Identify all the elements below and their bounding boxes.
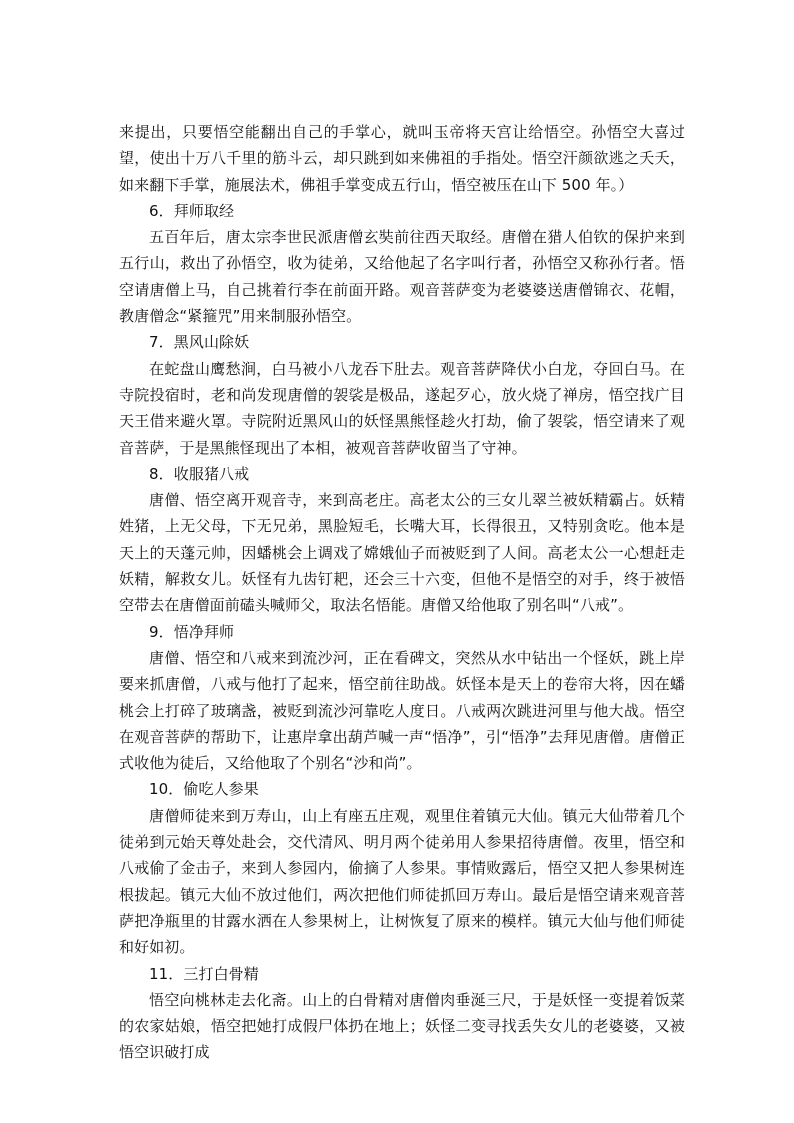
section-heading-10: 10．偷吃人参果 xyxy=(149,780,259,799)
section-heading-7: 7．黑风山除妖 xyxy=(149,333,250,352)
section-heading-11: 11．三打白骨精 xyxy=(149,964,259,983)
section-heading-8: 8．收服猪八戒 xyxy=(149,464,250,483)
continuation-paragraph: 来提出，只要悟空能翻出自己的手掌心，就叫玉帝将天宫让给悟空。孙悟空大喜过望，使出十万八千里的筋斗云，却只跳到如来佛祖的手指处。悟空汗颜欲逃之夭夭，如来翻下手掌，施展法术，佛祖手掌变成五行山，悟空被压在山下 500 年。） xyxy=(119,123,685,194)
section-paragraph-8: 唐僧、悟空离开观音寺，来到高老庄。高老太公的三女儿翠兰被妖精霸占。妖精姓猪，上无父母，下无兄弟，黑脸短毛，长嘴大耳，长得很丑，又特别贪吃。他本是天上的天蓬元帅，因蟠桃会上调戏了嫦娥仙子而被贬到了人间。高老太公一心想赶走妖精，解救女儿。妖怪有九齿钉耙，还会三十六变，但他不是悟空的对手，终于被悟空带去在唐僧面前磕头喊师父，取法名悟能。唐僧又给他取了别名叫“八戒”。 xyxy=(119,491,685,615)
section-paragraph-7: 在蛇盘山鹰愁涧，白马被小八龙吞下肚去。观音菩萨降伏小白龙，夺回白马。在寺院投宿时，老和尚发现唐僧的袈裟是极品，遂起歹心，放火烧了禅房，悟空找广目天王借来避火罩。寺院附近黑风山的妖怪黑熊怪趁火打劫，偷了袈裟，悟空请来了观音菩萨，于是黑熊怪现出了本相，被观音菩萨收留当了守神。 xyxy=(119,359,685,457)
section-paragraph-9: 唐僧、悟空和八戒来到流沙河，正在看碑文，突然从水中钻出一个怪妖，跳上岸要来抓唐僧，八戒与他打了起来，悟空前往助战。妖怪本是天上的卷帘大将，因在蟠桃会上打碎了玻璃盏，被贬到流沙河靠吃人度日。八戒两次跳进河里与他大战。悟空在观音菩萨的帮助下，让惠岸拿出葫芦喊一声“悟净”，引“悟净”去拜见唐僧。唐僧正式收他为徒后，又给他取了个别名“沙和尚”。 xyxy=(119,648,685,773)
section-heading-9: 9．悟净拜师 xyxy=(149,622,235,641)
section-paragraph-10: 唐僧师徒来到万寿山，山上有座五庄观，观里住着镇元大仙。镇元大仙带着几个徒弟到元始天尊处赴会，交代清风、明月两个徒弟用人参果招待唐僧。夜里，悟空和八戒偷了金击子，来到人参园内，偷摘了人参果。事情败露后，悟空又把人参果树连根拔起。镇元大仙不放过他们，两次把他们师徒抓回万寿山。最后是悟空请来观音菩萨把净瓶里的甘露水洒在人参果树上，让树恢复了原来的模样。镇元大仙与他们师徒和好如初。 xyxy=(119,806,685,957)
document-body xyxy=(119,119,685,1066)
section-heading-6: 6．拜师取经 xyxy=(149,201,235,220)
section-paragraph-6: 五百年后，唐太宗李世民派唐僧玄奘前往西天取经。唐僧在猎人伯钦的保护来到五行山，救出了孙悟空，收为徒弟，又给他起了名字叫行者，孙悟空又称孙行者。悟空请唐僧上马，自己挑着行李在前面开路。观音菩萨变为老婆婆送唐僧锦衣、花帽，教唐僧念“紧箍咒”用来制服孙悟空。 xyxy=(119,228,685,326)
section-paragraph-11: 悟空向桃林走去化斋。山上的白骨精对唐僧肉垂涎三尺，于是妖怪一变提着饭菜的农家姑娘，悟空把她打成假尸体扔在地上；妖怪二变寻找丢失女儿的老婆婆，又被悟空识破打成 xyxy=(119,990,685,1062)
